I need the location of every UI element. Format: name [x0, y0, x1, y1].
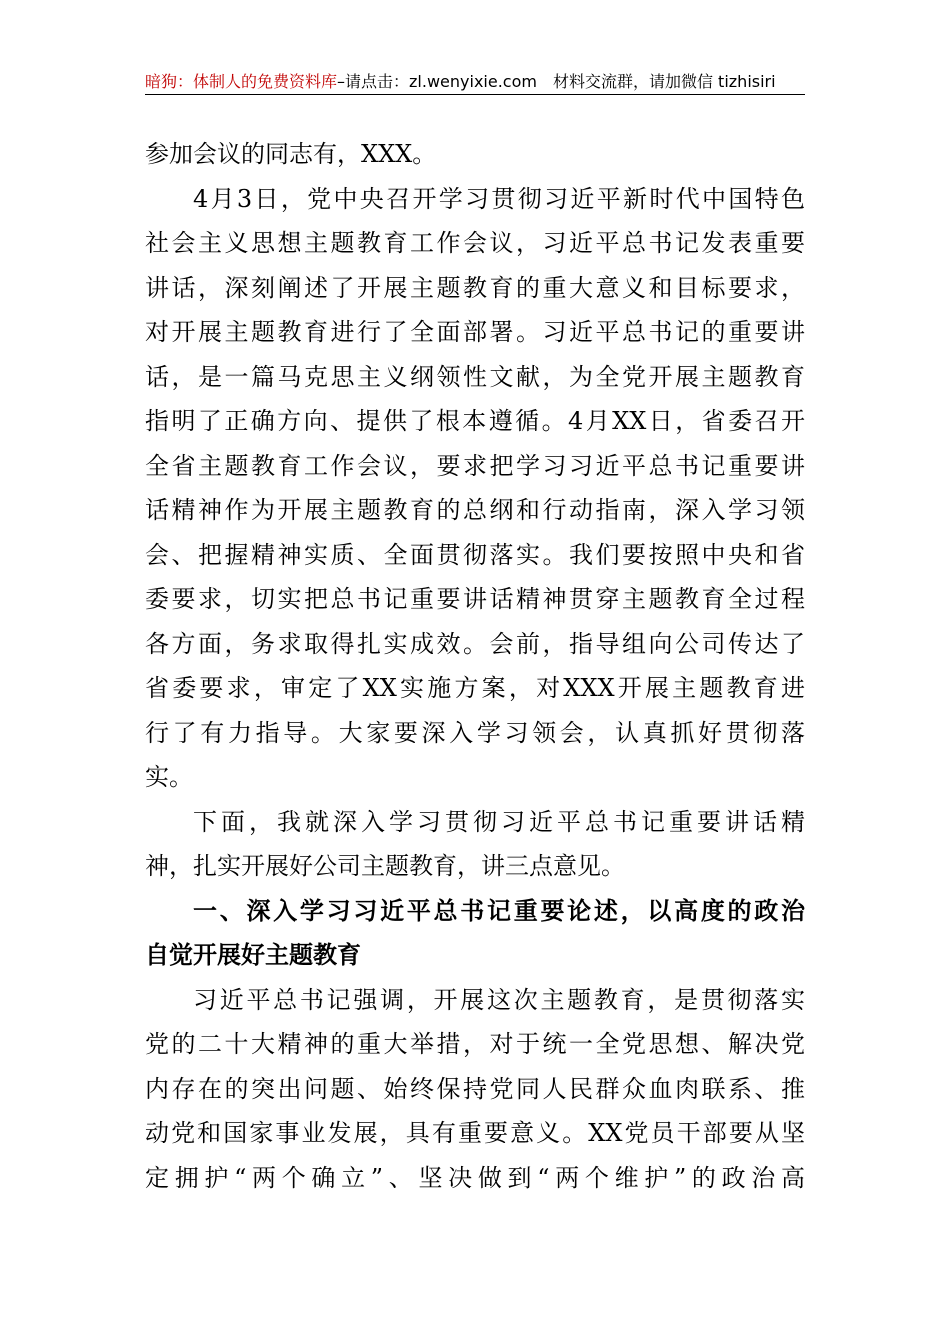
body-line: 实。 [145, 763, 193, 791]
body-line: 讲话，深刻阐述了开展主题教育的重大意义和目标要求， [145, 273, 805, 302]
body-line: 神，扎实开展好公司主题教育，讲三点意见。 [145, 852, 625, 880]
body-line: 省委要求，审定了XX实施方案，对XXX开展主题教育进 [145, 674, 805, 702]
body-line: 习近平总书记强调，开展这次主题教育，是贯彻落实 [193, 985, 805, 1014]
body-line: 会、把握精神实质、全面贯彻落实。我们要按照中央和省 [145, 540, 805, 569]
header-prompt: –请点击： [337, 72, 410, 91]
header-rule [145, 94, 805, 95]
header-site-link[interactable]: zl.wenyixie.com [409, 72, 537, 91]
body-line: 话，是一篇马克思主义纲领性文献，为全党开展主题教育 [145, 362, 805, 391]
body-line: 4月3日，党中央召开学习贯彻习近平新时代中国特色 [193, 184, 805, 213]
section-heading: 自觉开展好主题教育 [145, 941, 361, 969]
header-wechat: 材料交流群，请加微信 tizhisiri [552, 72, 776, 91]
body-line: 内存在的突出问题、始终保持党同人民群众血肉联系、推 [145, 1074, 805, 1103]
header-brand: 暗狗：体制人的免费资料库 [145, 72, 338, 91]
body-line: 指明了正确方向、提供了根本遵循。4月XX日，省委召开 [145, 407, 805, 435]
body-line: 委要求，切实把总书记重要讲话精神贯穿主题教育全过程 [145, 585, 805, 613]
body-line: 定拥护“两个确立”、坚决做到“两个维护”的政治高 [145, 1163, 805, 1192]
body-line: 动党和国家事业发展，具有重要意义。XX党员干部要从坚 [145, 1119, 805, 1147]
page-header [145, 68, 805, 96]
body-line: 话精神作为开展主题教育的总纲和行动指南，深入学习领 [145, 496, 805, 524]
body-line: 对开展主题教育进行了全面部署。习近平总书记的重要讲 [145, 318, 805, 346]
body-line: 行了有力指导。大家要深入学习领会，认真抓好贯彻落 [145, 718, 805, 747]
body-line: 社会主义思想主题教育工作会议，习近平总书记发表重要 [145, 229, 805, 257]
body-line: 下面，我就深入学习贯彻习近平总书记重要讲话精 [193, 807, 805, 836]
body-line: 党的二十大精神的重大举措，对于统一全党思想、解决党 [145, 1030, 805, 1058]
document-body [145, 132, 805, 1200]
body-line: 各方面，务求取得扎实成效。会前，指导组向公司传达了 [145, 629, 805, 658]
body-line: 全省主题教育工作会议，要求把学习习近平总书记重要讲 [145, 451, 805, 480]
body-line: 参加会议的同志有，XXX。 [145, 140, 437, 168]
section-heading: 一、深入学习习近平总书记重要论述，以高度的政治 [193, 896, 805, 925]
